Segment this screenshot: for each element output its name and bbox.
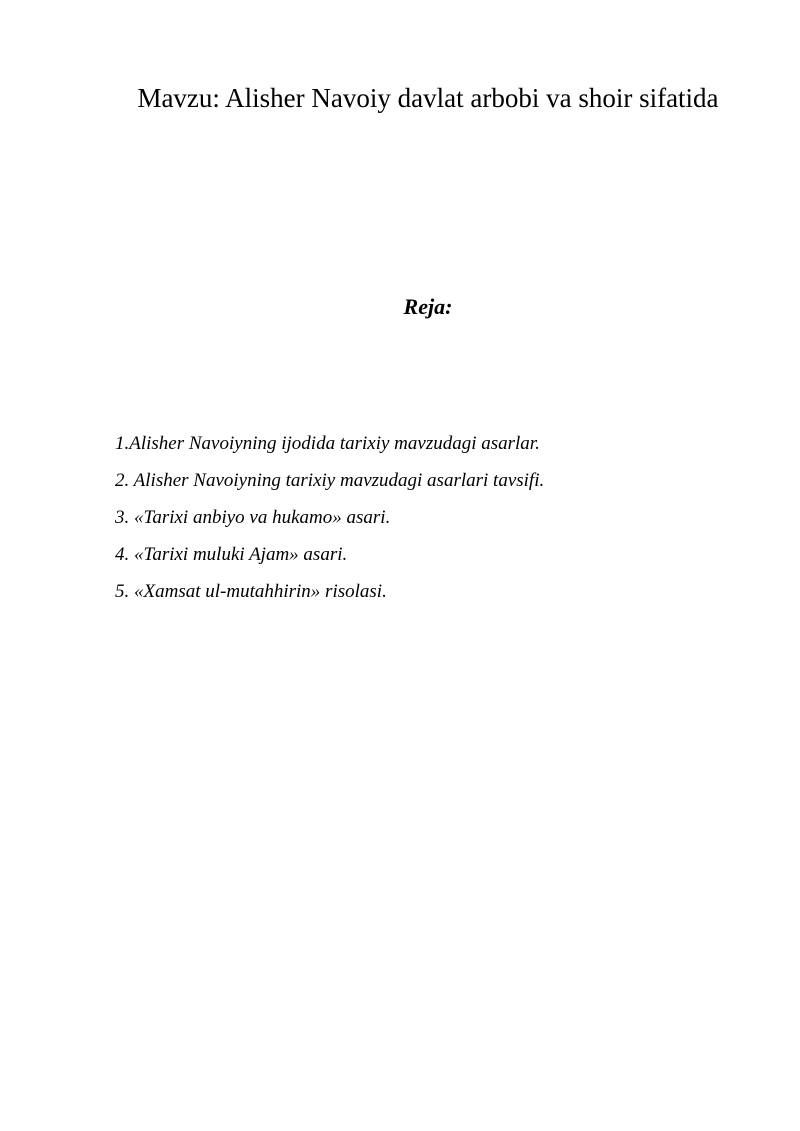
plan-item-3: 3. «Tarixi anbiyo va hukamo» asari. <box>115 507 391 528</box>
plan-item-1: 1.Alisher Navoiyning ijodida tarixiy mavzudagi asarlar. <box>115 433 540 454</box>
plan-item-2: 2. Alisher Navoiyning tarixiy mavzudagi asarlari tavsifi. <box>115 470 545 491</box>
document-title: Mavzu: Alisher Navoiy davlat arbobi va shoir sifatida <box>137 83 719 113</box>
plan-heading: Reja: <box>403 294 453 319</box>
plan-item-4: 4. «Tarixi muluki Ajam» asari. <box>115 544 348 565</box>
plan-item-5: 5. «Xamsat ul-mutahhirin» risolasi. <box>115 581 387 602</box>
plan-list <box>115 425 755 610</box>
